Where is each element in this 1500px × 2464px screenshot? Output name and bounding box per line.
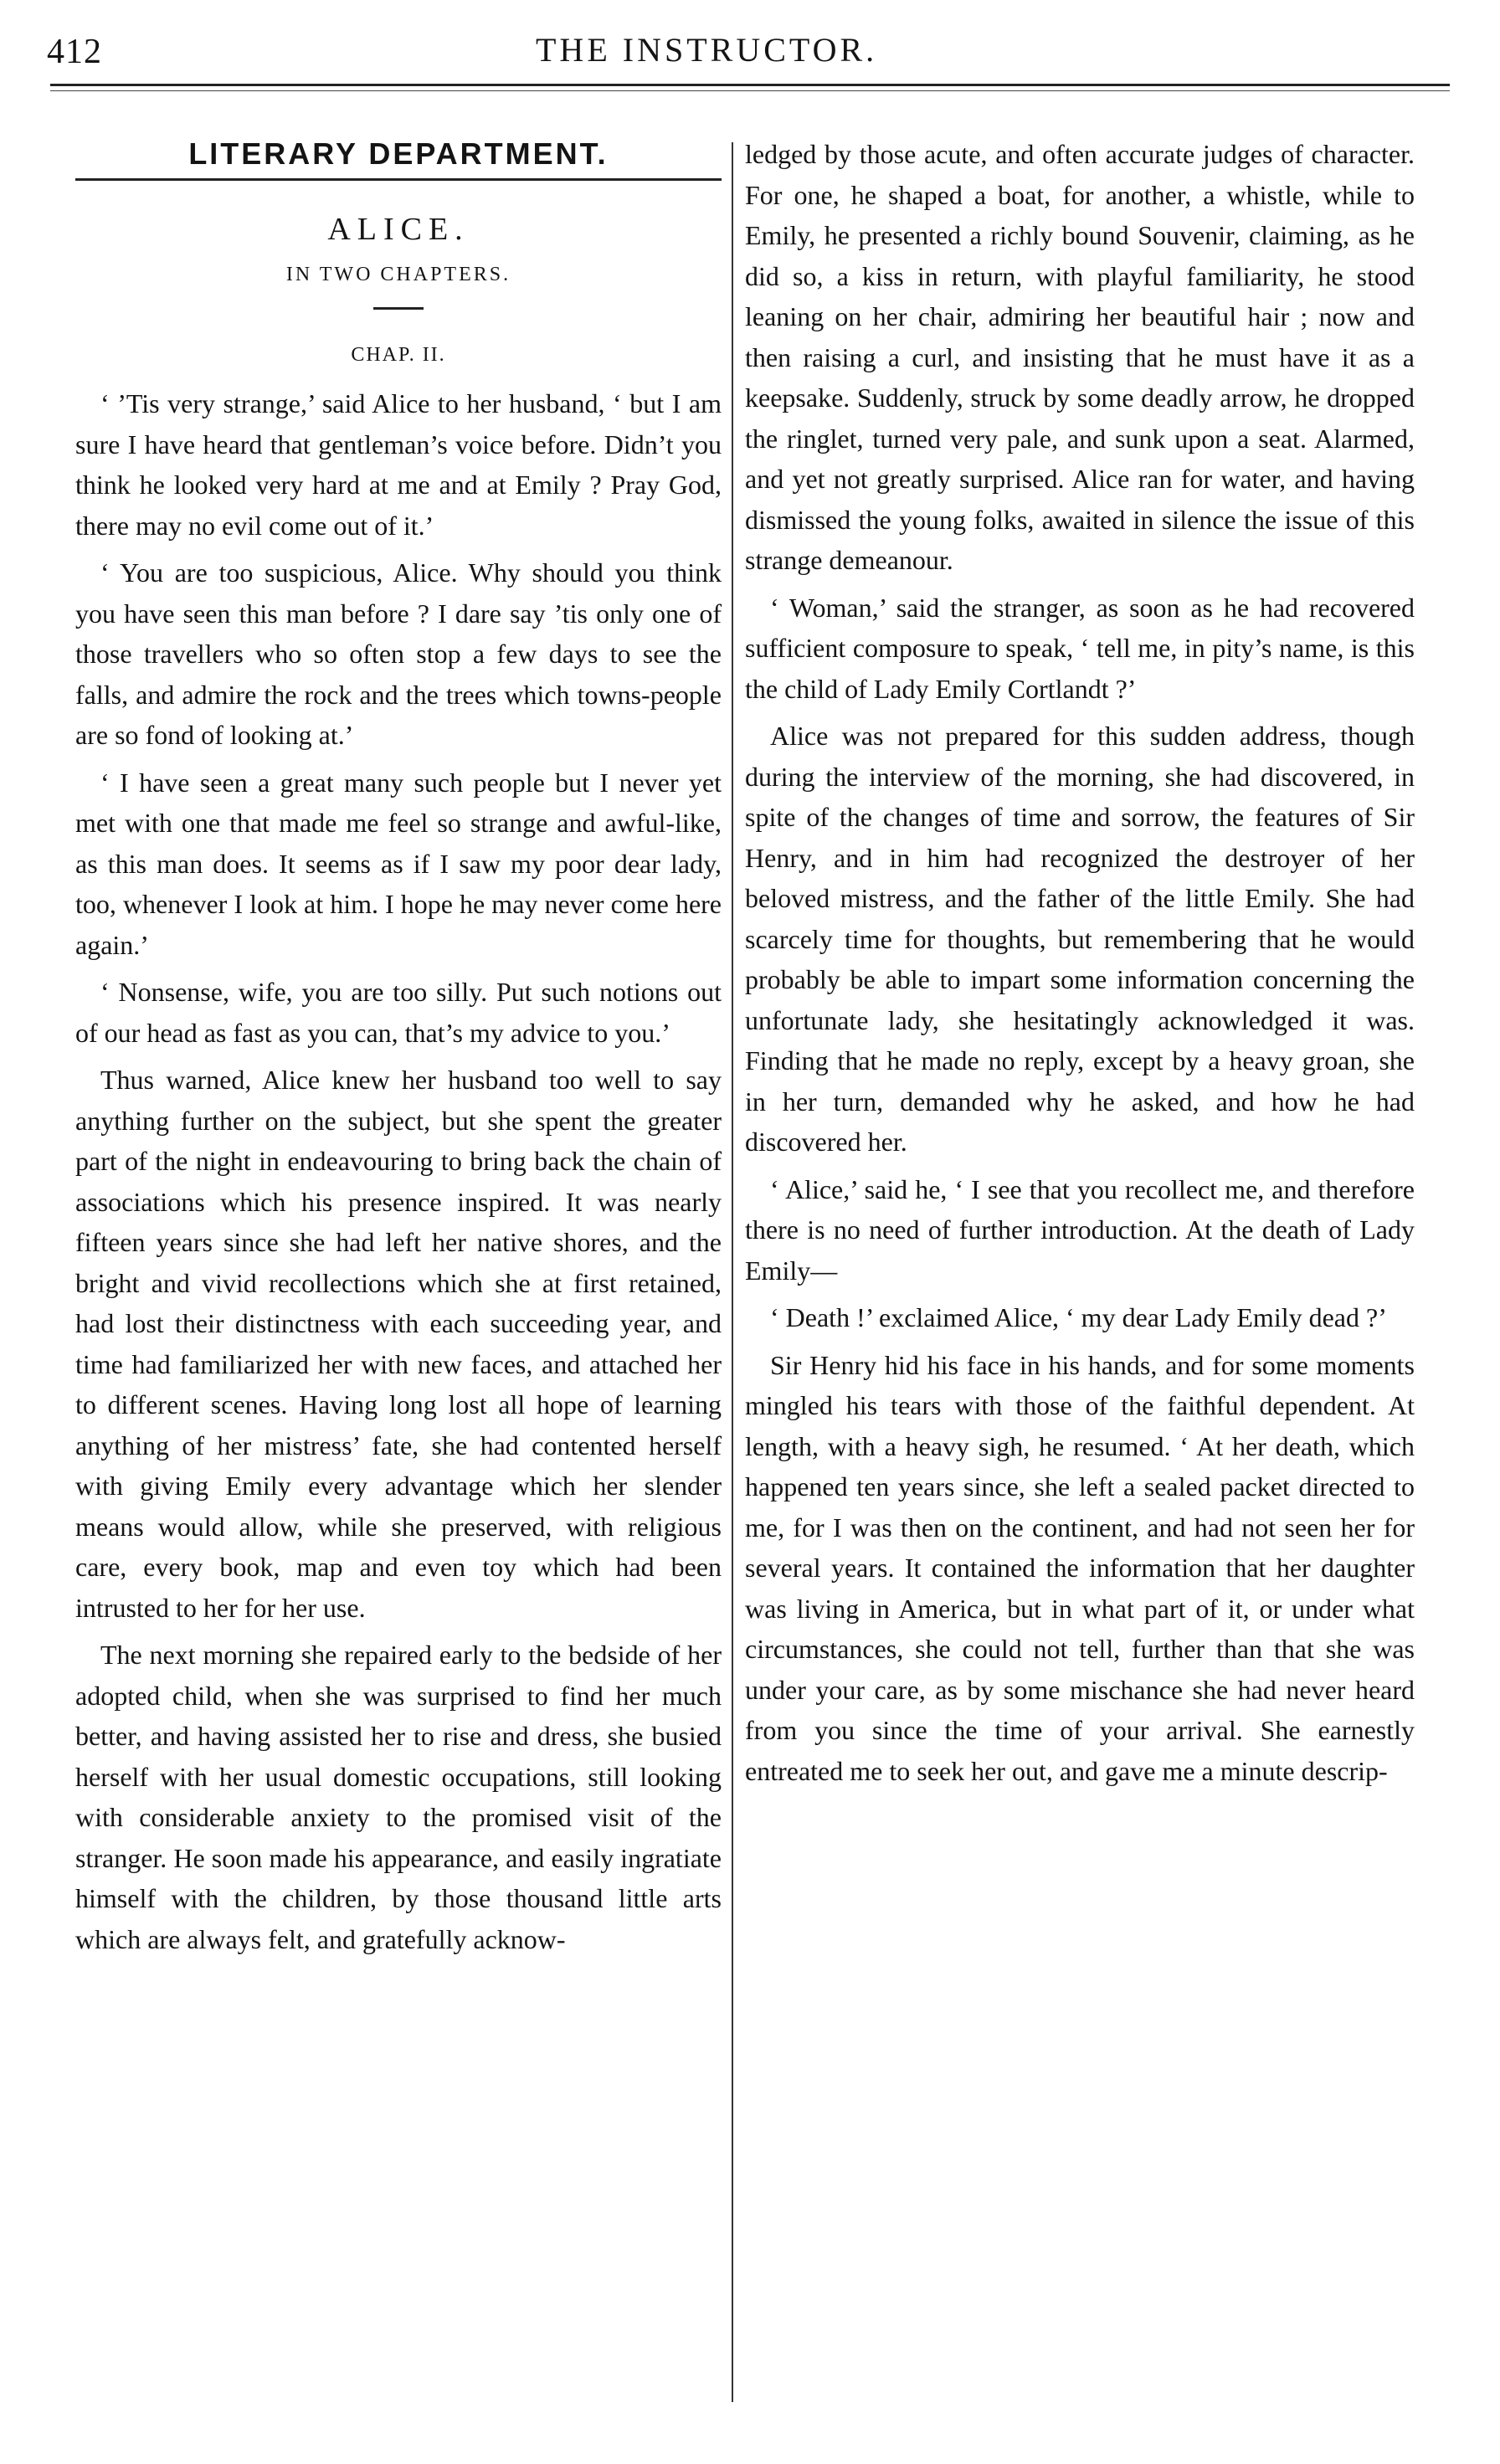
section-rule xyxy=(75,178,722,181)
story-subtitle: IN TWO CHAPTERS. xyxy=(285,264,511,285)
section-heading: LITERARY DEPARTMENT. xyxy=(188,136,609,171)
paragraph: ‘ Nonsense, wife, you are too silly. Put such notions out of our head as fast as you can, that’s my advice to you.’ xyxy=(75,977,722,1048)
header-rule-thin xyxy=(50,90,1450,91)
right-column xyxy=(745,134,1415,1798)
paragraph: Sir Henry hid his face in his hands, and for some moments mingled his tears with those of the faithful dependent. At length, with a heavy sigh, he resumed. ‘ At her death, which happened ten years since, she left a sealed packet directed to me, for I was then on the continent, and had not seen her for several years. It contained the information that her daughter was living in America, but in what part of it, or under what circumstances, she could not tell, further than that she was under your care, as by some mischance she had never heard from you since the time of your arrival. She earnestly entreated me to seek her out, and gave me a minute descrip- xyxy=(745,1349,1415,1786)
paragraph: ‘ ’Tis very strange,’ said Alice to her husband, ‘ but I am sure I have heard that gentleman’s voice before. Didn’t you think he looked very hard at me and at Emily ? Pray God, there may no evil come out of it.’ xyxy=(75,388,722,541)
running-title: THE INSTRUCTOR. xyxy=(536,31,878,69)
header-rule xyxy=(50,84,1450,86)
page-number: 412 xyxy=(47,33,102,71)
paragraph: The next morning she repaired early to the bedside of her adopted child, when she was surprised to find her much better, and having assisted her to rise and dress, she busied herself with her usual domestic occupations, still looking with considerable anxiety to the promised visit of the stranger. He soon made his appearance, and easily ingratiate himself with the children, by those thousand little arts which are always felt, and gratefully acknow- xyxy=(75,1640,722,1954)
chapter-heading: CHAP. II. xyxy=(351,343,446,366)
title-rule xyxy=(373,307,424,310)
paragraph: ‘ Death !’ exclaimed Alice, ‘ my dear Lady Emily dead ?’ xyxy=(770,1302,1387,1332)
story-title: ALICE. xyxy=(327,211,470,247)
paragraph: ‘ I have seen a great many such people but I never yet met with one that made me feel so strange and awful-like, as this man does. It seems as if I saw my poor dear lady, too, whenever I look at him. I hope he may never come here again.’ xyxy=(75,767,722,960)
paragraph: ‘ Woman,’ said the stranger, as soon as he had recovered sufficient composure to speak, ‘ tell me, in pity’s name, is this the child of Lady Emily Cortlandt ?’ xyxy=(745,592,1415,704)
paragraph-continued: ledged by those acute, and often accurate judges of character. For one, he shaped a boat, for another, a whistle, while to Emily, he presented a richly bound Souvenir, claiming, as he did so, a kiss in return, with playful familiarity, he stood leaning on her chair, admiring her beautiful hair ; now and then raising a curl, and insisting that he must have it as a keepsake. Suddenly, struck by some deadly arrow, he dropped the ringlet, turned very pale, and sunk upon a seat. Alarmed, and yet not greatly surprised. Alice ran for water, and having dismissed the young folks, awaited in silence the issue of this strange demeanour. xyxy=(745,139,1415,575)
column-divider xyxy=(732,142,733,2402)
paragraph: Alice was not prepared for this sudden address, though during the interview of the morning, she had discovered, in spite of the changes of time and sorrow, the features of Sir Henry, and in him had recognized the destroyer of her beloved mistress, and the father of the little Emily. She had scarcely time for thoughts, but remembering that he would probably be able to impart some information concerning the unfortunate lady, she hesitatingly acknowledged it was. Finding that he made no reply, except by a heavy groan, she in her turn, demanded why he asked, and how he had discovered her. xyxy=(745,721,1415,1157)
left-column xyxy=(75,134,722,1966)
paragraph: ‘ Alice,’ said he, ‘ I see that you recollect me, and therefore there is no need of further introduction. At the death of Lady Emily— xyxy=(745,1173,1415,1286)
paragraph: Thus warned, Alice knew her husband too well to say anything further on the subject, but she spent the greater part of the night in endeavouring to bring back the chain of associations which his presence inspired. It was nearly fifteen years since she had left her native shores, and the bright and vivid recollections which she at first retained, had lost their distinctness with each succeeding year, and time had familiarized her with new faces, and attached her to different scenes. Having long lost all hope of learning anything of her mistress’ fate, she had contented herself with giving Emily every advantage which her slender means would allow, while she preserved, with religious care, every book, map and even toy which had been intrusted to her for her use. xyxy=(75,1065,722,1623)
paragraph: ‘ You are too suspicious, Alice. Why should you think you have seen this man before ? I dare say ’tis only one of those travellers who so often stop a few days to see the falls, and admire the rock and the trees which towns-people are so fond of looking at.’ xyxy=(75,557,722,750)
